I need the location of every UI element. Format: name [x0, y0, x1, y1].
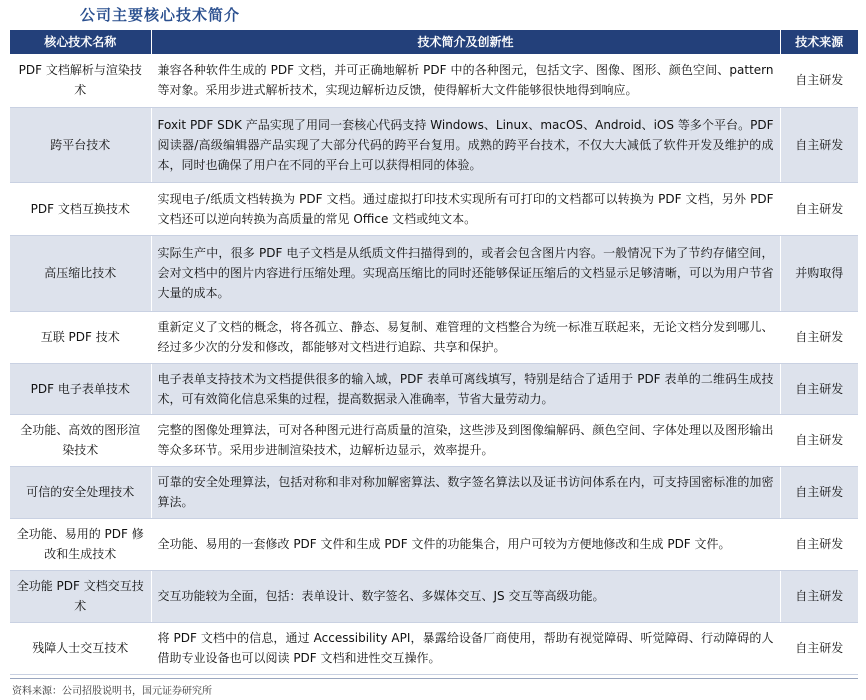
tech-name: 全功能 PDF 文档交互技术: [10, 570, 151, 622]
tech-source: 自主研发: [780, 54, 858, 107]
tech-name: PDF 文档解析与渲染技术: [10, 54, 151, 107]
tech-source: 自主研发: [780, 311, 858, 363]
tech-desc: 电子表单支持技术为文档提供很多的输入域，PDF 表单可离线填写，特别是结合了适用于 PDF 表单的二维码生成技术，可有效简化信息采集的过程，提高数据录入准确率，节省大量劳动力。: [151, 363, 780, 414]
tech-source: 自主研发: [780, 363, 858, 414]
table-row: [10, 570, 858, 622]
tech-name: 残障人士交互技术: [10, 622, 151, 674]
table-row: [10, 363, 858, 414]
tech-desc: 将 PDF 文档中的信息，通过 Accessibility API，暴露给设备厂商使用，帮助有视觉障碍、听觉障碍、行动障碍的人借助专业设备也可以阅读 PDF 文档和进性交互操作。: [151, 622, 780, 674]
tech-source: 自主研发: [780, 466, 858, 518]
tech-desc: 实际生产中，很多 PDF 电子文档是从纸质文件扫描得到的，或者会包含图片内容。一般情况下为了节约存储空间，会对文档中的图片内容进行压缩处理。实现高压缩比的同时还能够保证压缩后的文档显示足够清晰，可以为用户节省大量的成本。: [151, 235, 780, 311]
tech-name: PDF 电子表单技术: [10, 363, 151, 414]
tech-source: 自主研发: [780, 414, 858, 466]
footer-divider: [10, 678, 858, 679]
source-note: 资料来源：公司招股说明书，国元证券研究所: [12, 686, 212, 697]
tech-desc: 完整的图像处理算法，可对各种图元进行高质量的渲染，这些涉及到图像编解码、颜色空间、字体处理以及图形输出等众多环节。采用步进制渲染技术，边解析边显示，效率提升。: [151, 414, 780, 466]
tech-desc: 可靠的安全处理算法，包括对称和非对称加解密算法、数字签名算法以及证书访问体系在内，可支持国密标准的加密算法。: [151, 466, 780, 518]
tech-desc: 全功能、易用的一套修改 PDF 文件和生成 PDF 文件的功能集合，用户可较为方便地修改和生成 PDF 文件。: [151, 518, 780, 570]
tech-name: PDF 文档互换技术: [10, 182, 151, 235]
table-row: [10, 182, 858, 235]
table-row: [10, 622, 858, 674]
table-row: [10, 54, 858, 107]
header-source: 技术来源: [780, 30, 858, 54]
table-row: [10, 311, 858, 363]
tech-name: 跨平台技术: [10, 107, 151, 182]
tech-desc: 实现电子/纸质文档转换为 PDF 文档。通过虚拟打印技术实现所有可打印的文档都可以转换为 PDF 文档，另外 PDF 文档还可以逆向转换为高质量的常见 Office 文档或纯文本。: [151, 182, 780, 235]
tech-source: 自主研发: [780, 518, 858, 570]
table-title: 公司主要核心技术简介: [80, 6, 241, 24]
tech-name: 全功能、高效的图形渲染技术: [10, 414, 151, 466]
tech-source: 并购取得: [780, 235, 858, 311]
tech-source: 自主研发: [780, 107, 858, 182]
tech-source: 自主研发: [780, 182, 858, 235]
tech-source: 自主研发: [780, 570, 858, 622]
core-tech-table: [10, 30, 858, 675]
header-desc: 技术简介及创新性: [151, 30, 780, 54]
tech-source: 自主研发: [780, 622, 858, 674]
tech-desc: 交互功能较为全面，包括：表单设计、数字签名、多媒体交互、JS 交互等高级功能。: [151, 570, 780, 622]
tech-name: 可信的安全处理技术: [10, 466, 151, 518]
table-row: [10, 235, 858, 311]
table-row: [10, 107, 858, 182]
tech-desc: 重新定义了文档的概念，将各孤立、静态、易复制、难管理的文档整合为统一标准互联起来，无论文档分发到哪儿、经过多少次的分发和修改，都能够对文档进行追踪、共享和保护。: [151, 311, 780, 363]
tech-name: 全功能、易用的 PDF 修改和生成技术: [10, 518, 151, 570]
tech-name: 互联 PDF 技术: [10, 311, 151, 363]
header-row: [10, 30, 858, 54]
tech-name: 高压缩比技术: [10, 235, 151, 311]
header-name: 核心技术名称: [10, 30, 151, 54]
tech-desc: 兼容各种软件生成的 PDF 文档，并可正确地解析 PDF 中的各种图元，包括文字、图像、图形、颜色空间、pattern 等对象。采用步进式解析技术，实现边解析边反馈，使得解析大文件能够很快地得到响应。: [151, 54, 780, 107]
table-row: [10, 466, 858, 518]
table-row: [10, 414, 858, 466]
tech-desc: Foxit PDF SDK 产品实现了用同一套核心代码支持 Windows、Linux、macOS、Android、iOS 等多个平台。PDF 阅读器/高级编辑器产品实现了大部分代码的跨平台复用。成熟的跨平台技术，不仅大大减低了软件开发及维护的成本，同时也确保了用户在不同的平台上可以获得相同的体验。: [151, 107, 780, 182]
table-row: [10, 518, 858, 570]
